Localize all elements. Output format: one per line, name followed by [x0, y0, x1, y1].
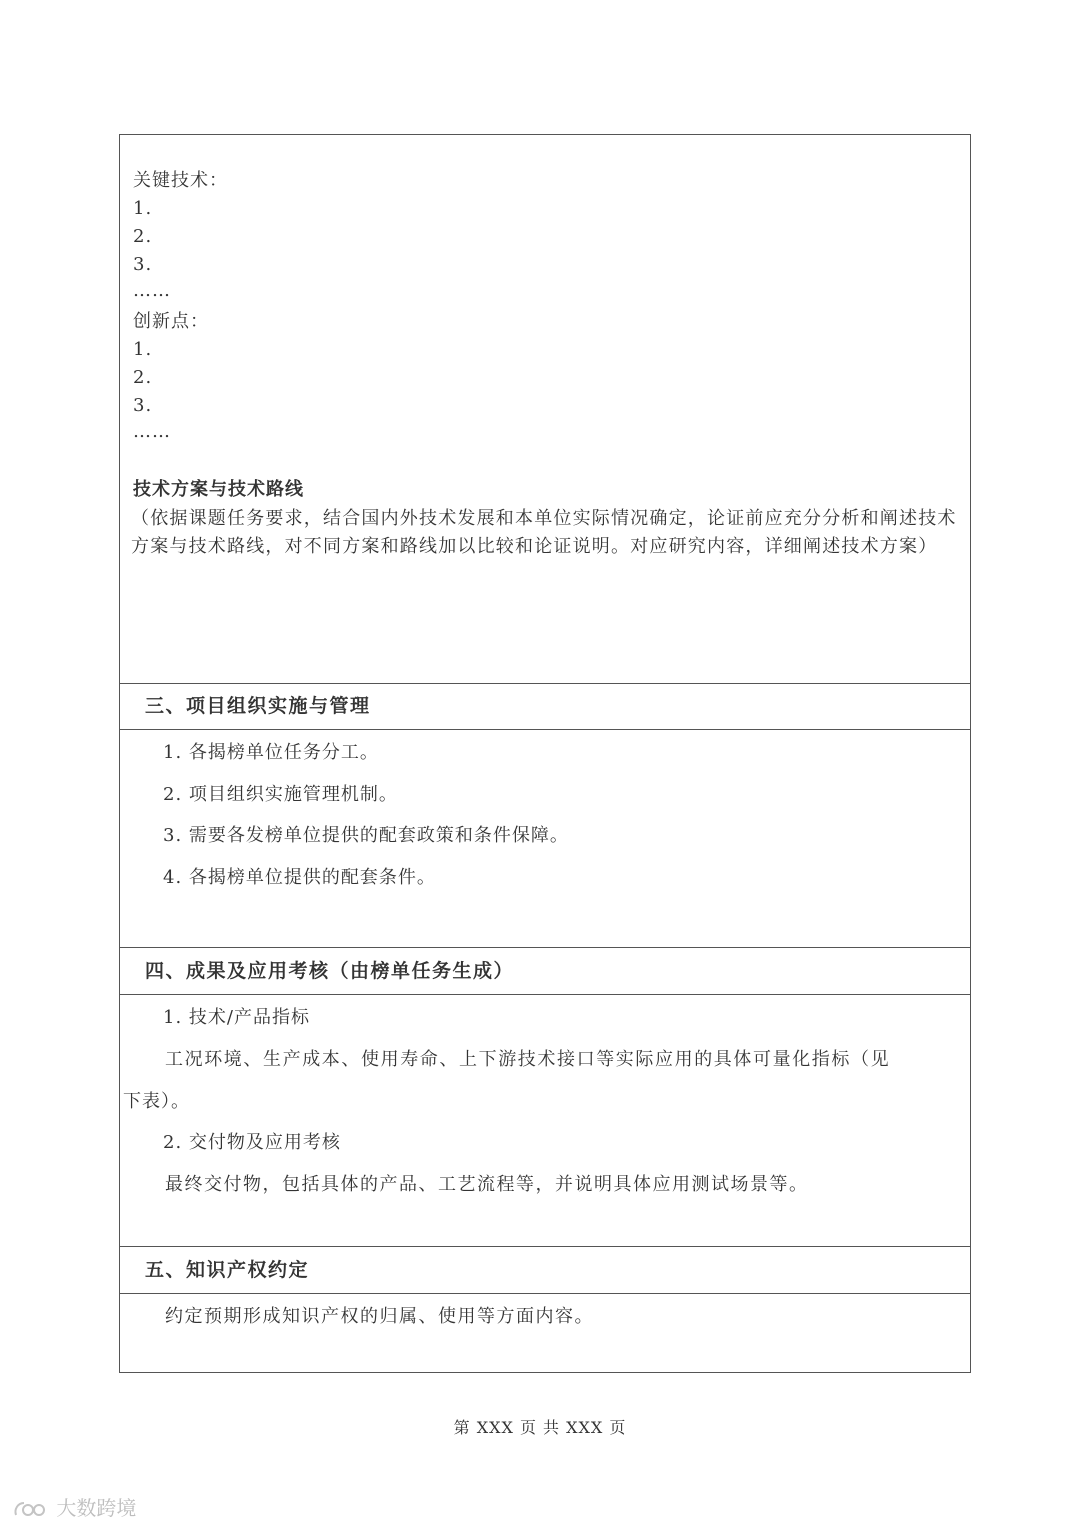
technical-plan-description: （依据课题任务要求，结合国内外技术发展和本单位实际情况确定，论证前应充分分析和阐述技术方案与技术路线，对不同方案和路线加以比较和论证说明。对应研究内容，详细阐述技术方案） [131, 508, 957, 557]
row-divider [120, 1293, 970, 1294]
technical-plan-title: 技术方案与技术路线 [133, 479, 304, 500]
section-4-subtitle-2: 2. 交付物及应用考核 [163, 1132, 341, 1153]
key-tech-ellipsis: …… [133, 280, 171, 301]
section-2-cell [120, 135, 970, 683]
row-divider [120, 729, 970, 730]
watermark-text: 大数跨境 [56, 1496, 137, 1520]
key-tech-item: 2. [133, 226, 153, 247]
section-5-title: 五、知识产权约定 [145, 1259, 310, 1281]
section-4-title: 四、成果及应用考核（由榜单任务生成） [145, 960, 515, 982]
section-3-item: 3. 需要各发榜单位提供的配套政策和条件保障。 [163, 825, 569, 846]
section-4-text-1a: 工况环境、生产成本、使用寿命、上下游技术接口等实际应用的具体可量化指标（见 [165, 1049, 891, 1070]
innovation-label: 创新点： [133, 311, 209, 332]
row-divider [120, 683, 970, 684]
section-3-item: 2. 项目组织实施管理机制。 [163, 784, 398, 805]
section-4-text-1b: 下表）。 [123, 1091, 190, 1112]
page-number-footer: 第 XXX 页 共 XXX 页 [453, 1418, 627, 1437]
section-3-item: 4. 各揭榜单位提供的配套条件。 [163, 867, 436, 888]
section-5-text: 约定预期形成知识产权的归属、使用等方面内容。 [165, 1306, 594, 1327]
section-4-text-2: 最终交付物，包括具体的产品、工艺流程等，并说明具体应用测试场景等。 [165, 1174, 809, 1195]
row-divider [120, 947, 970, 948]
key-tech-label: 关键技术： [133, 170, 228, 191]
proposal-table [119, 134, 971, 1373]
section-4-subtitle-1: 1. 技术/产品指标 [163, 1007, 310, 1028]
innovation-item: 1. [133, 339, 153, 360]
innovation-item: 2. [133, 367, 153, 388]
section-3-item: 1. 各揭榜单位任务分工。 [163, 742, 379, 763]
innovation-ellipsis: …… [133, 421, 171, 442]
row-divider [120, 994, 970, 995]
row-divider [120, 1246, 970, 1247]
watermark-logo-icon [12, 1499, 46, 1521]
key-tech-item: 3. [133, 254, 153, 275]
innovation-item: 3. [133, 395, 153, 416]
section-3-title: 三、项目组织实施与管理 [145, 695, 371, 717]
watermark [12, 1492, 136, 1521]
key-tech-item: 1. [133, 198, 153, 219]
